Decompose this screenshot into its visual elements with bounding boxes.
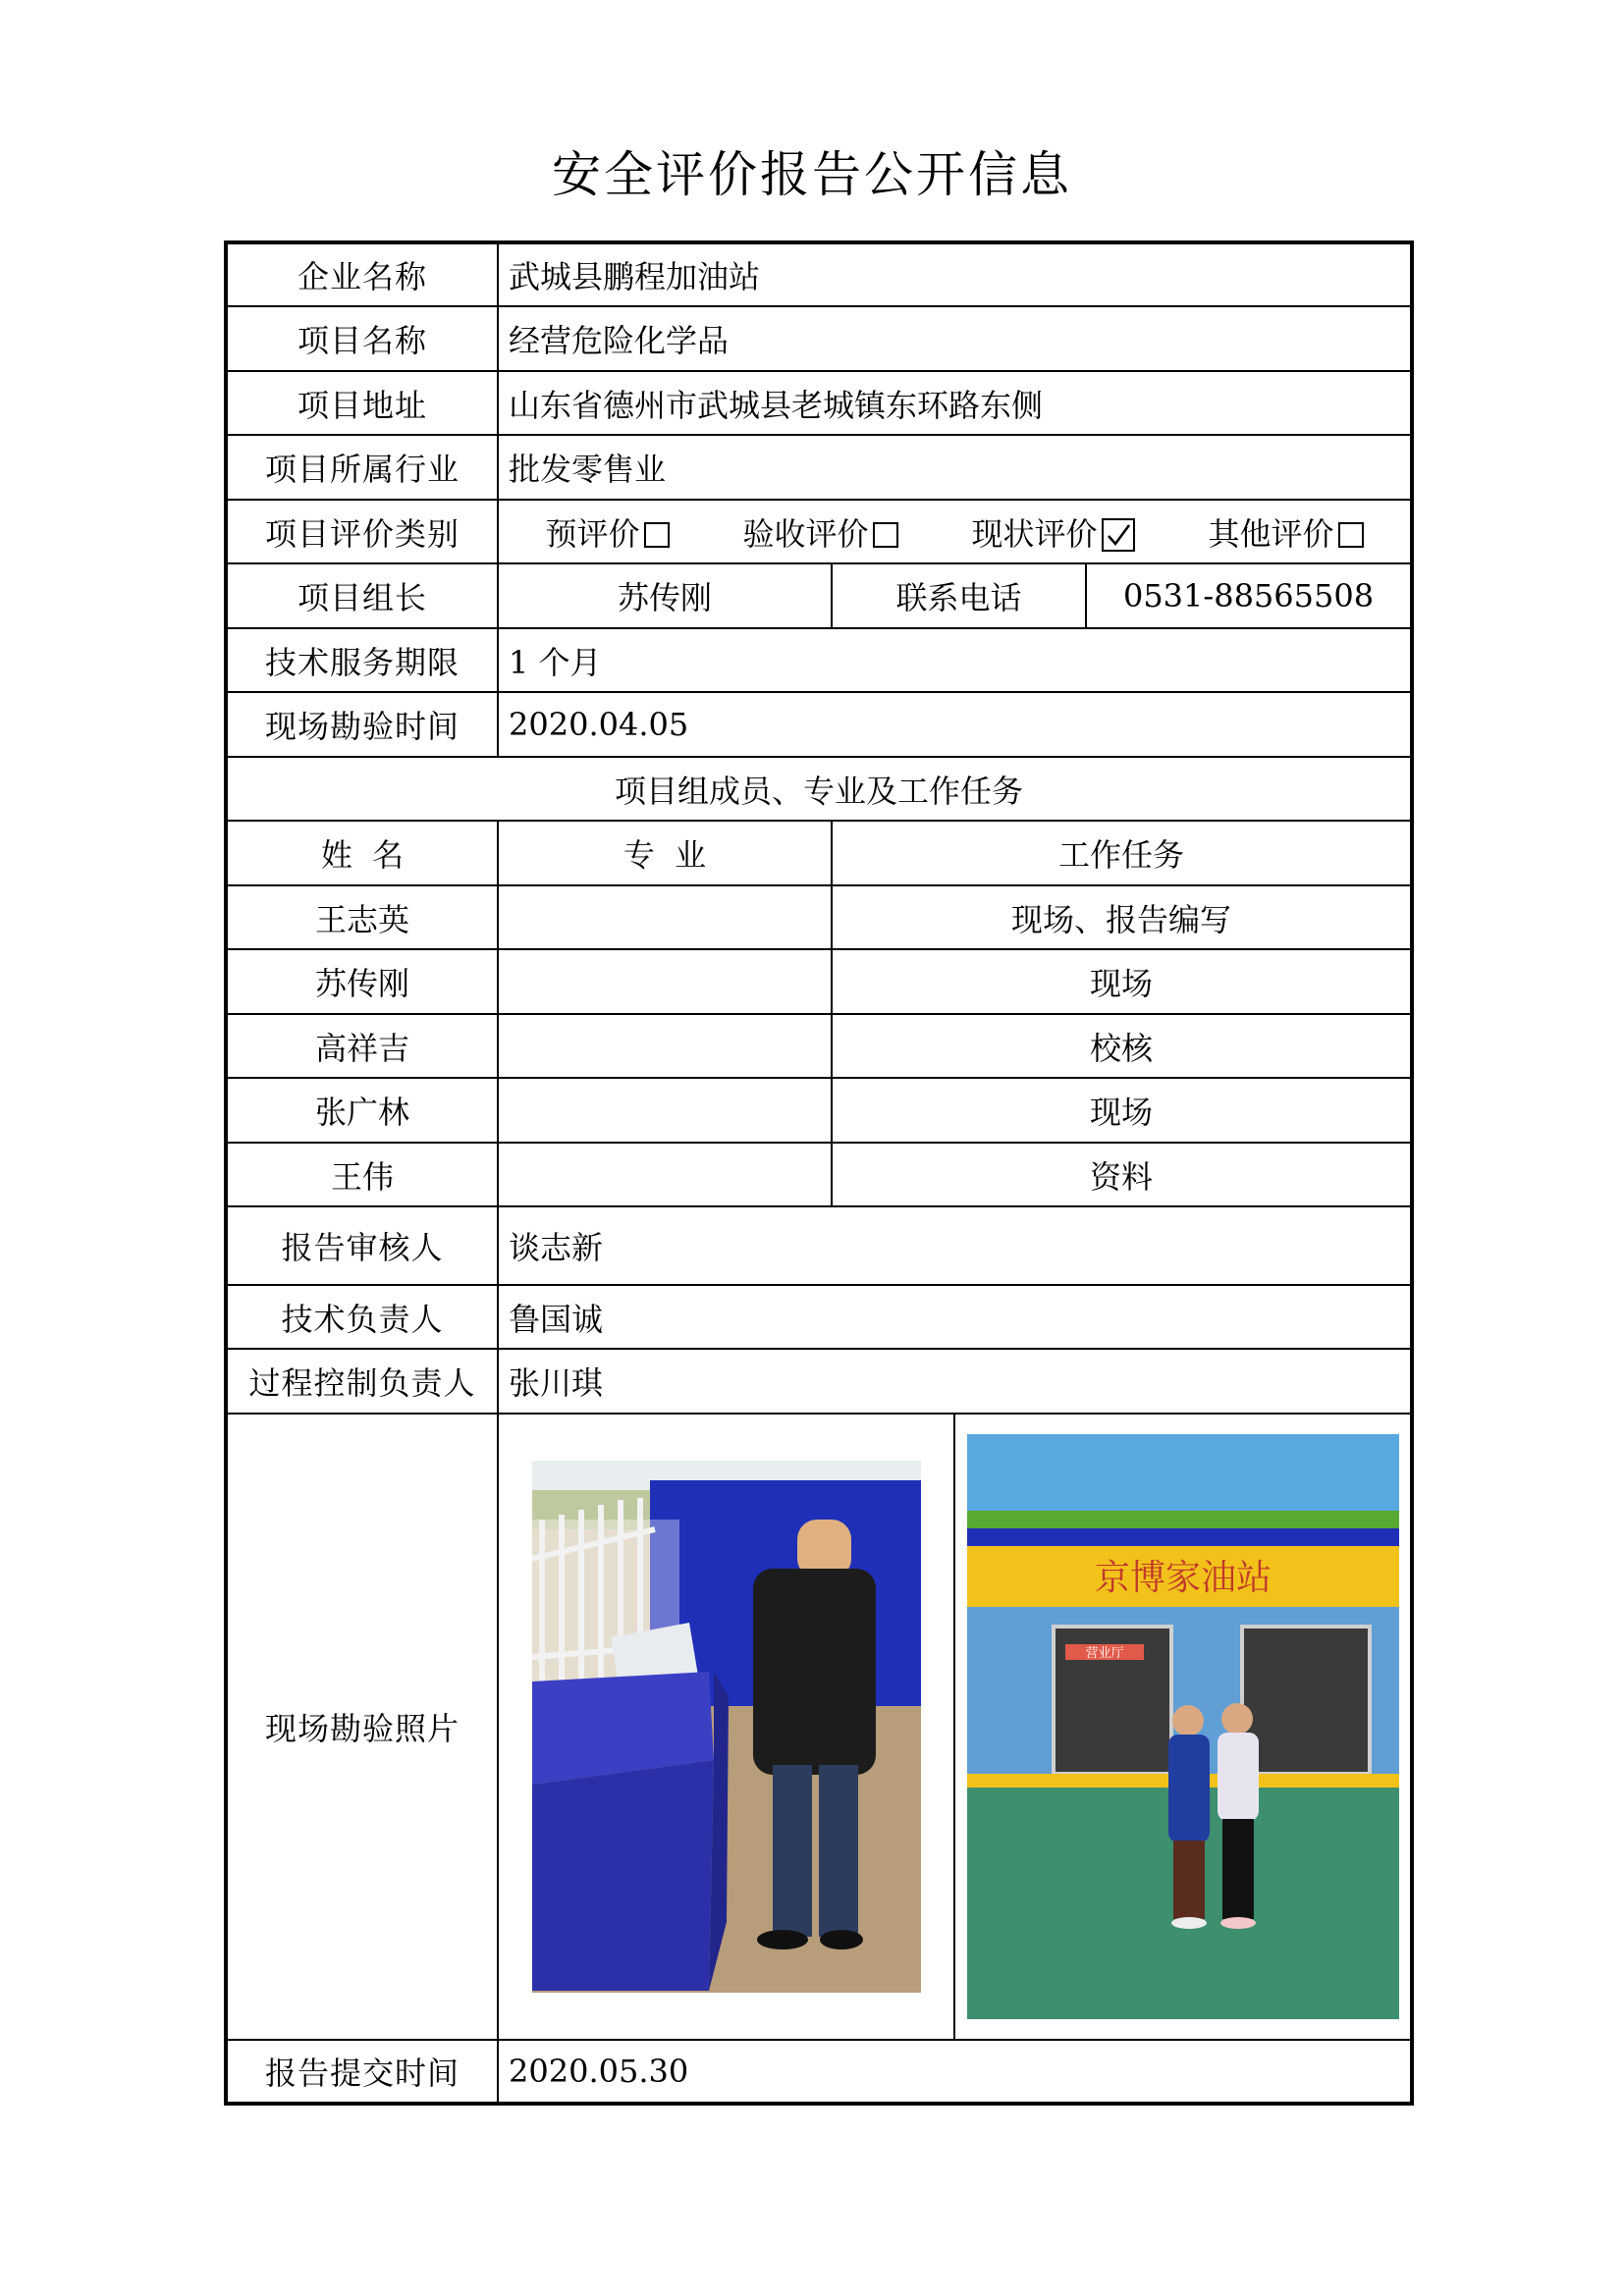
member-major bbox=[498, 1143, 832, 1206]
option-status-evaluation bbox=[971, 509, 1134, 555]
member-task: 现场 bbox=[832, 949, 1412, 1014]
row-leader bbox=[226, 563, 1412, 628]
row-submit bbox=[226, 2040, 1412, 2104]
submit-label: 报告提交时间 bbox=[226, 2040, 498, 2104]
row-process-lead bbox=[226, 1349, 1412, 1414]
page-title: 安全评价报告公开信息 bbox=[552, 146, 1072, 203]
address-value: 山东省德州市武城县老城镇东环路东侧 bbox=[498, 371, 1412, 435]
tech-lead-label: 技术负责人 bbox=[226, 1285, 498, 1349]
option-other-evaluation bbox=[1208, 509, 1363, 555]
option-acceptance-evaluation bbox=[742, 509, 897, 555]
row-period bbox=[226, 628, 1412, 692]
address-label: 项目地址 bbox=[226, 371, 498, 435]
member-task: 资料 bbox=[832, 1143, 1412, 1206]
column-header-name: 姓 名 bbox=[226, 821, 498, 885]
photo-right-frame bbox=[955, 1415, 1410, 2039]
row-survey-time bbox=[226, 692, 1412, 757]
row-address bbox=[226, 371, 1412, 435]
info-table bbox=[224, 240, 1414, 2106]
period-label: 技术服务期限 bbox=[226, 628, 498, 692]
members-header-row bbox=[226, 821, 1412, 885]
reviewer-label: 报告审核人 bbox=[226, 1206, 498, 1285]
process-lead-label: 过程控制负责人 bbox=[226, 1349, 498, 1414]
reviewer-value: 谈志新 bbox=[498, 1206, 1412, 1285]
industry-label: 项目所属行业 bbox=[226, 435, 498, 500]
checkbox-checked-icon bbox=[1102, 518, 1135, 552]
option-status-evaluation-label: 现状评价 bbox=[971, 514, 1098, 553]
category-options bbox=[498, 500, 1412, 563]
phone-value: 0531-88565508 bbox=[1086, 563, 1412, 628]
member-task: 现场 bbox=[832, 1078, 1412, 1143]
checkbox-empty-icon bbox=[1338, 522, 1364, 548]
photo-left-frame bbox=[499, 1415, 955, 2039]
phone-label: 联系电话 bbox=[832, 563, 1086, 628]
leader-label: 项目组长 bbox=[226, 563, 498, 628]
member-major bbox=[498, 1078, 832, 1143]
process-lead-value: 张川琪 bbox=[498, 1349, 1412, 1414]
member-task: 校核 bbox=[832, 1014, 1412, 1078]
member-major bbox=[498, 1014, 832, 1078]
members-heading: 项目组成员、专业及工作任务 bbox=[226, 757, 1412, 821]
hall-sign-text: 营业厅 bbox=[1085, 1646, 1124, 1661]
row-industry bbox=[226, 435, 1412, 500]
member-name: 王伟 bbox=[226, 1143, 498, 1206]
row-project bbox=[226, 306, 1412, 371]
table-row bbox=[226, 949, 1412, 1014]
survey-time-value: 2020.04.05 bbox=[498, 692, 1412, 757]
row-members-heading bbox=[226, 757, 1412, 821]
table-row bbox=[226, 1143, 1412, 1206]
gas-station-sign-text: 京博家油站 bbox=[1094, 1558, 1272, 1598]
photos-label: 现场勘验照片 bbox=[226, 1414, 498, 2040]
table-row bbox=[226, 885, 1412, 949]
column-header-major: 专 业 bbox=[498, 821, 832, 885]
company-value: 武城县鹏程加油站 bbox=[498, 242, 1412, 306]
member-name: 张广林 bbox=[226, 1078, 498, 1143]
checkbox-empty-icon bbox=[873, 522, 898, 548]
option-pre-evaluation bbox=[545, 509, 669, 555]
table-row bbox=[226, 1014, 1412, 1078]
row-category bbox=[226, 500, 1412, 563]
option-other-evaluation-label: 其他评价 bbox=[1208, 514, 1334, 553]
row-reviewer bbox=[226, 1206, 1412, 1285]
survey-time-label: 现场勘验时间 bbox=[226, 692, 498, 757]
period-value: 1 个月 bbox=[498, 628, 1412, 692]
tech-lead-value: 鲁国诚 bbox=[498, 1285, 1412, 1349]
site-photo-gas-station bbox=[967, 1434, 1399, 2019]
member-major bbox=[498, 949, 832, 1014]
member-name: 高祥吉 bbox=[226, 1014, 498, 1078]
category-label: 项目评价类别 bbox=[226, 500, 498, 563]
photos-cell bbox=[498, 1414, 1412, 2040]
industry-value: 批发零售业 bbox=[498, 435, 1412, 500]
leader-value: 苏传刚 bbox=[498, 563, 832, 628]
table-row bbox=[226, 1078, 1412, 1143]
site-photo-storage-box bbox=[532, 1461, 921, 1993]
option-acceptance-evaluation-label: 验收评价 bbox=[742, 514, 869, 553]
column-header-task: 工作任务 bbox=[832, 821, 1412, 885]
member-major bbox=[498, 885, 832, 949]
member-name: 苏传刚 bbox=[226, 949, 498, 1014]
member-task: 现场、报告编写 bbox=[832, 885, 1412, 949]
row-company bbox=[226, 242, 1412, 306]
submit-value: 2020.05.30 bbox=[498, 2040, 1412, 2104]
project-label: 项目名称 bbox=[226, 306, 498, 371]
option-pre-evaluation-label: 预评价 bbox=[545, 514, 640, 553]
project-value: 经营危险化学品 bbox=[498, 306, 1412, 371]
member-name: 王志英 bbox=[226, 885, 498, 949]
row-photos bbox=[226, 1414, 1412, 2040]
row-tech-lead bbox=[226, 1285, 1412, 1349]
company-label: 企业名称 bbox=[226, 242, 498, 306]
checkbox-empty-icon bbox=[644, 522, 670, 548]
